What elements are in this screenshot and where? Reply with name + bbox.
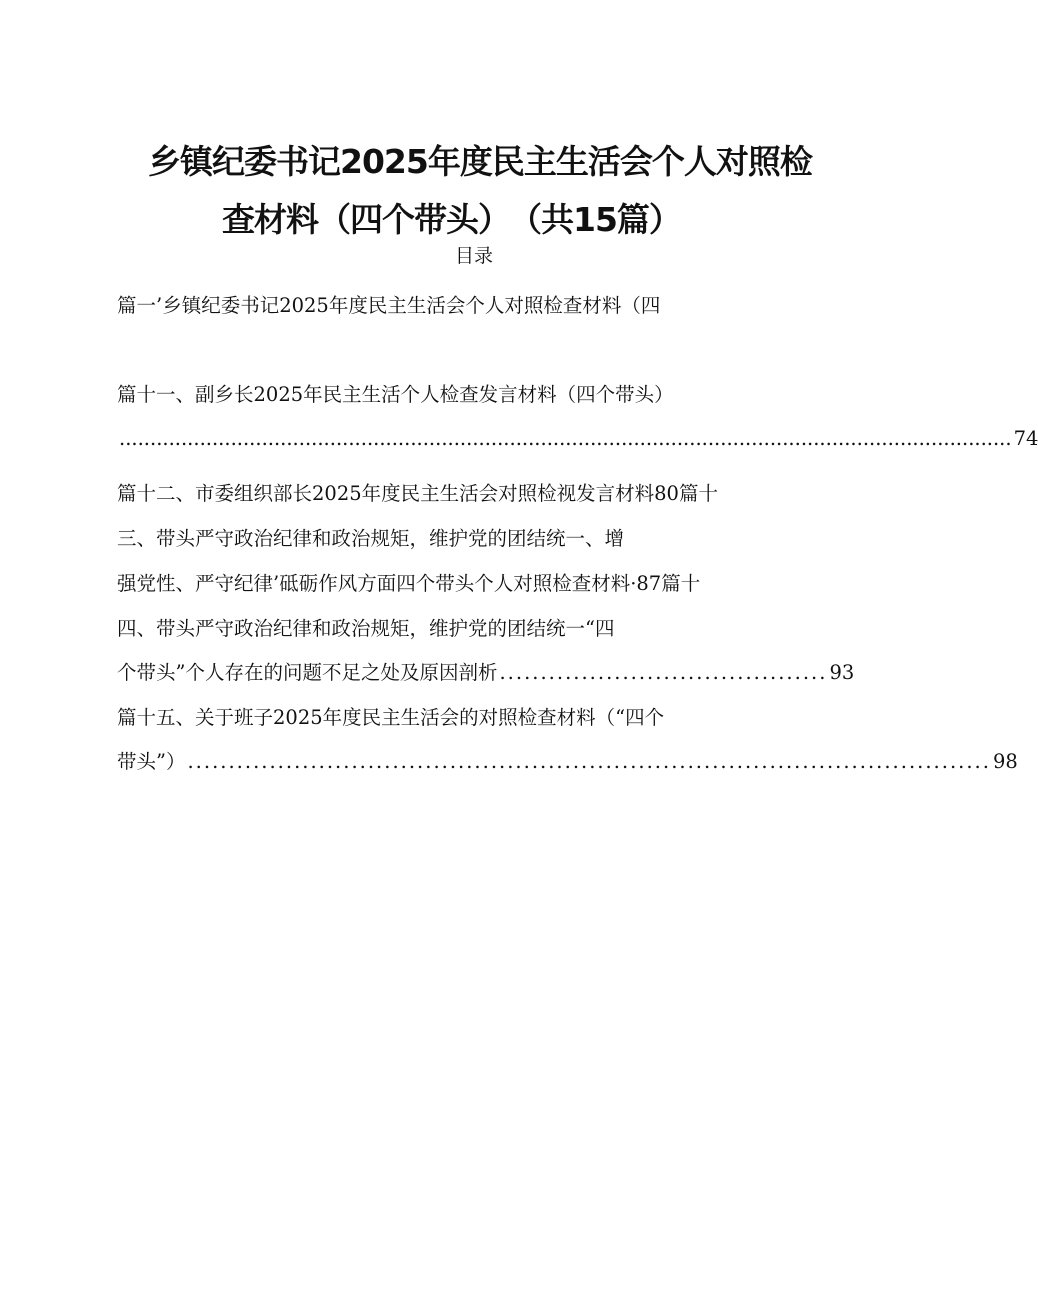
toc-leader-dots: ........................................ — [499, 661, 828, 684]
toc-page-number: 74 — [1013, 427, 1038, 450]
toc-page-number: 98 — [992, 750, 1018, 773]
toc-entry-leader — [117, 425, 1038, 453]
toc-page-number: 93 — [829, 661, 855, 684]
toc-entry: 三、带头严守政治纪律和政治规矩，维护党的团结统一、增 — [117, 527, 625, 550]
document-title-line-2: 查材料（四个带头） （共15篇） — [222, 200, 681, 239]
toc-leader-dots: ................................................................................................................................................ — [119, 427, 1012, 450]
toc-entry: 篇十五、关于班子2025年度民主生活会的对照检查材料（“四个 — [117, 706, 665, 729]
toc-entry: 篇一’乡镇纪委书记2025年度民主生活会个人对照检查材料（四 — [117, 294, 661, 317]
toc-entry-with-page — [117, 659, 855, 687]
toc-entry-text: 带头”） — [117, 750, 186, 773]
toc-heading: 目录 — [455, 245, 494, 267]
toc-entry: 四、带头严守政治纪律和政治规矩，维护党的团结统一“四 — [117, 617, 615, 640]
toc-entry: 篇十二、市委组织部长2025年度民主生活会对照检视发言材料80篇十 — [117, 482, 718, 505]
toc-entry-text: 个带头”个人存在的问题不足之处及原因剖析 — [117, 661, 498, 684]
toc-entry-with-page — [117, 748, 1018, 776]
toc-entry: 篇十一、副乡长2025年民主生活个人检查发言材料（四个带头） — [117, 383, 674, 406]
document-title-line-1: 乡镇纪委书记2025年度民主生活会个人对照检 — [148, 142, 812, 181]
toc-leader-dots: .................................................................................................. — [187, 750, 991, 773]
toc-entry: 强党性、严守纪律’砥砺作风方面四个带头个人对照检查材料·87篇十 — [117, 572, 701, 595]
